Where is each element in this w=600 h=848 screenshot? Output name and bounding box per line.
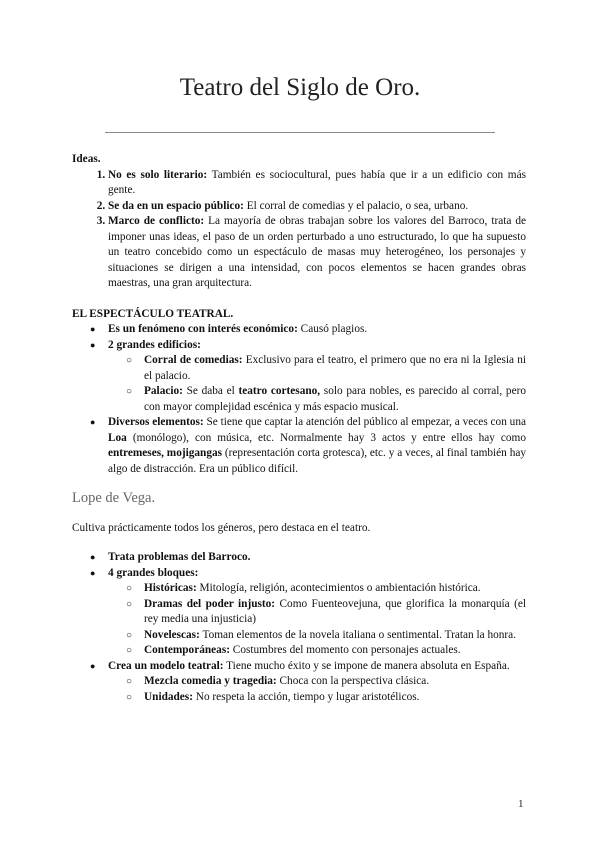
list-item bbox=[108, 168, 526, 199]
item-text: Choca con la perspectiva clásica. bbox=[276, 675, 430, 687]
document-title: Teatro del Siglo de Oro. bbox=[179, 74, 421, 101]
page-number: 1 bbox=[518, 798, 524, 810]
item-text: Se daba el bbox=[182, 385, 239, 397]
title-divider bbox=[105, 132, 495, 133]
item-text: No respeta la acción, tiempo y lugar aristotélicos. bbox=[192, 690, 420, 703]
list-item bbox=[108, 550, 526, 566]
item-bold: teatro cortesano, bbox=[238, 385, 321, 397]
item-bold: No es solo literario: bbox=[108, 168, 208, 181]
item-text: Toman elementos de la novela italiana o sentimental. Tratan la honra. bbox=[199, 628, 517, 641]
lope-heading: Lope de Vega. bbox=[72, 490, 156, 506]
modelo-list bbox=[108, 674, 526, 705]
lope-list bbox=[72, 550, 526, 705]
item-text: Mitología, religión, acontecimientos o ambientación histórica. bbox=[196, 582, 481, 594]
item-bold: Unidades: bbox=[144, 690, 193, 703]
item-bold: entremeses, mojigangas bbox=[108, 447, 223, 459]
item-bold: Mezcla comedia y tragedia: bbox=[144, 675, 277, 687]
ideas-heading: Ideas. bbox=[72, 153, 101, 165]
item-text: El corral de comedias y el palacio, o sea, urbano. bbox=[243, 199, 469, 212]
item-text: Costumbres del momento con personajes actuales. bbox=[229, 644, 461, 656]
lope-intro: Cultiva prácticamente todos los géneros, pero destaca en el teatro. bbox=[72, 521, 371, 534]
item-bold: 4 grandes bloques: bbox=[108, 566, 199, 579]
item-text: solo para nobles, es parecido al corral, pero con mayor complejidad escénica y más espacio musical. bbox=[144, 385, 526, 413]
list-item bbox=[144, 674, 526, 690]
list-item bbox=[144, 597, 526, 628]
item-text: Tiene mucho éxito y se impone de manera absoluta en España. bbox=[223, 659, 510, 672]
item-bold: Palacio: bbox=[144, 385, 183, 397]
item-text: La mayoría de obras trabajan sobre los valores del Barroco, trata de imponer unas ideas, el paso de un orden perturbado a uno estructurado, lo que ha supuesto un teatro concebido como un espectáculo de masas muy heterogéneo, los personajes y situaciones se dirigen a una intensidad, con pocos elementos se hacen grandes obras maestras, una gran arquitectura. bbox=[108, 215, 526, 289]
list-item bbox=[108, 415, 526, 477]
item-text: (representación corta grotesca), etc. y a veces, al final también hay algo de distracción. Era un público difícil. bbox=[108, 447, 526, 475]
item-bold: Marco de conflicto: bbox=[108, 215, 205, 227]
item-bold: 2 grandes edificios: bbox=[108, 338, 201, 351]
item-text: (monólogo), con música, etc. Normalmente hay 3 actos y entre ellos hay como bbox=[126, 431, 526, 444]
list-item bbox=[144, 643, 526, 659]
espectaculo-list bbox=[72, 322, 526, 477]
item-bold: Es un fenómeno con interés económico: bbox=[108, 323, 298, 335]
document-body bbox=[72, 152, 526, 705]
list-item bbox=[108, 338, 526, 416]
list-item bbox=[108, 199, 526, 215]
list-item bbox=[108, 566, 526, 659]
item-text: También es sociocultural, pues había que ir a un edificio con más gente. bbox=[108, 168, 526, 196]
bloques-list bbox=[108, 581, 526, 659]
list-item bbox=[108, 322, 526, 338]
list-item bbox=[144, 581, 526, 597]
item-bold: Contemporáneas: bbox=[144, 644, 230, 656]
item-bold: Históricas: bbox=[144, 582, 197, 594]
item-bold: Loa bbox=[108, 431, 127, 444]
item-text: Exclusivo para el teatro, el primero que no era ni la Iglesia ni el palacio. bbox=[144, 354, 526, 382]
espectaculo-heading: EL ESPECTÁCULO TEATRAL. bbox=[72, 307, 234, 320]
list-item bbox=[144, 384, 526, 415]
item-text: Se tiene que captar la atención del público al empezar, a veces con una bbox=[203, 416, 526, 428]
item-text: Como Fuenteovejuna, que glorifica la monarquía (el rey media una injusticia) bbox=[144, 597, 526, 625]
item-bold: Diversos elementos: bbox=[108, 416, 204, 428]
list-item bbox=[108, 659, 526, 706]
ideas-list bbox=[72, 168, 526, 292]
item-bold: Crea un modelo teatral: bbox=[108, 659, 224, 672]
list-item bbox=[108, 214, 526, 292]
item-bold: Dramas del poder injusto: bbox=[144, 597, 276, 610]
item-bold: Trata problemas del Barroco. bbox=[108, 551, 251, 563]
edificios-list bbox=[108, 353, 526, 415]
list-item bbox=[144, 628, 526, 644]
item-bold: Novelescas: bbox=[144, 628, 200, 641]
item-bold: Corral de comedias: bbox=[144, 354, 243, 366]
list-item bbox=[144, 353, 526, 384]
item-bold: Se da en un espacio público: bbox=[108, 199, 244, 212]
item-text: Causó plagios. bbox=[297, 323, 368, 335]
list-item bbox=[144, 690, 526, 706]
